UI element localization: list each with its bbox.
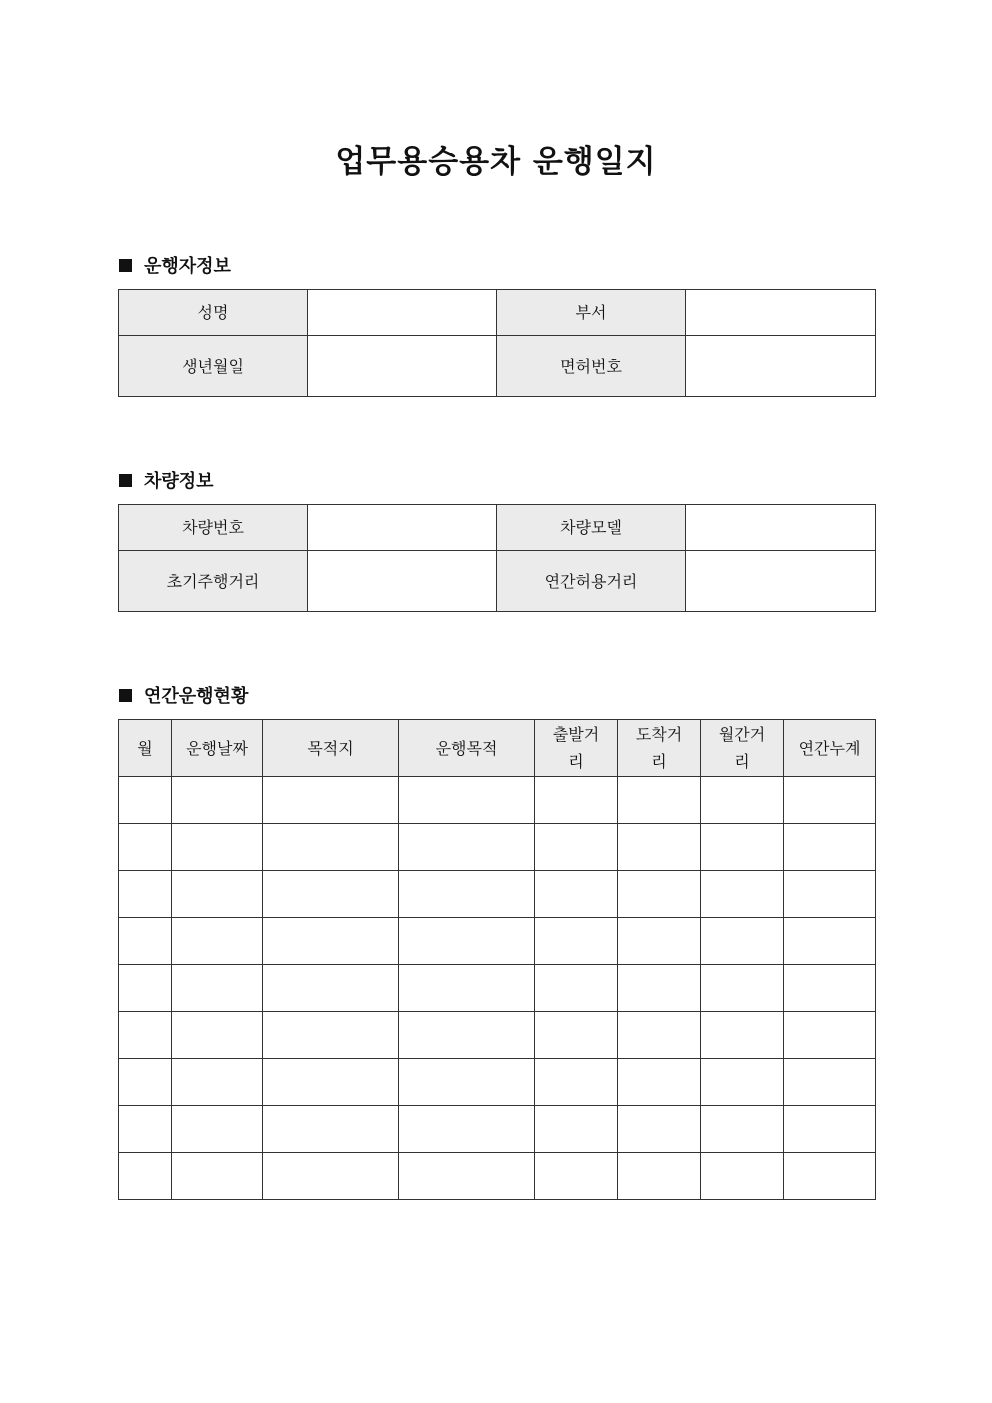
birthdate-field[interactable] (308, 336, 497, 397)
table-row (119, 1059, 876, 1106)
cell-destination[interactable] (263, 777, 399, 824)
cell-month[interactable] (119, 871, 172, 918)
cell-destination[interactable] (263, 965, 399, 1012)
birthdate-label: 생년월일 (119, 336, 308, 397)
column-header-departure-distance: 출발거리 (535, 720, 618, 777)
column-header-annual-total: 연간누계 (784, 720, 876, 777)
driver-section-title: 운행자정보 (144, 256, 231, 277)
cell-arrival-distance[interactable] (618, 871, 701, 918)
square-bullet-icon (119, 689, 132, 702)
cell-monthly-distance[interactable] (701, 824, 784, 871)
table-row (119, 918, 876, 965)
vehicle-info-table (118, 504, 876, 612)
cell-annual-total[interactable] (784, 777, 876, 824)
cell-date[interactable] (172, 777, 263, 824)
table-row (119, 777, 876, 824)
column-header-monthly-distance: 월간거리 (701, 720, 784, 777)
cell-destination[interactable] (263, 1153, 399, 1200)
annual-log-table (118, 719, 876, 1200)
cell-arrival-distance[interactable] (618, 1153, 701, 1200)
cell-arrival-distance[interactable] (618, 1106, 701, 1153)
cell-annual-total[interactable] (784, 918, 876, 965)
column-header-destination: 목적지 (263, 720, 399, 777)
cell-monthly-distance[interactable] (701, 965, 784, 1012)
column-header-month: 월 (119, 720, 172, 777)
cell-departure-distance[interactable] (535, 824, 618, 871)
cell-monthly-distance[interactable] (701, 777, 784, 824)
square-bullet-icon (119, 474, 132, 487)
name-field[interactable] (308, 290, 497, 336)
plate-number-label: 차량번호 (119, 505, 308, 551)
cell-purpose[interactable] (399, 1106, 535, 1153)
cell-date[interactable] (172, 918, 263, 965)
cell-monthly-distance[interactable] (701, 1106, 784, 1153)
license-number-label: 면허번호 (497, 336, 686, 397)
cell-date[interactable] (172, 871, 263, 918)
table-row (119, 824, 876, 871)
column-header-date: 운행날짜 (172, 720, 263, 777)
cell-departure-distance[interactable] (535, 918, 618, 965)
cell-departure-distance[interactable] (535, 1059, 618, 1106)
cell-date[interactable] (172, 824, 263, 871)
cell-date[interactable] (172, 1106, 263, 1153)
cell-month[interactable] (119, 824, 172, 871)
cell-month[interactable] (119, 1012, 172, 1059)
initial-mileage-label: 초기주행거리 (119, 551, 308, 612)
cell-month[interactable] (119, 777, 172, 824)
vehicle-model-field[interactable] (686, 505, 876, 551)
cell-departure-distance[interactable] (535, 777, 618, 824)
cell-date[interactable] (172, 1153, 263, 1200)
annual-limit-label: 연간허용거리 (497, 551, 686, 612)
name-label: 성명 (119, 290, 308, 336)
page-title: 업무용승용차 운행일지 (335, 144, 657, 180)
cell-annual-total[interactable] (784, 1059, 876, 1106)
cell-purpose[interactable] (399, 1012, 535, 1059)
cell-date[interactable] (172, 965, 263, 1012)
cell-destination[interactable] (263, 824, 399, 871)
cell-monthly-distance[interactable] (701, 1059, 784, 1106)
cell-date[interactable] (172, 1012, 263, 1059)
cell-destination[interactable] (263, 871, 399, 918)
cell-purpose[interactable] (399, 965, 535, 1012)
cell-arrival-distance[interactable] (618, 918, 701, 965)
vehicle-model-label: 차량모델 (497, 505, 686, 551)
cell-purpose[interactable] (399, 824, 535, 871)
cell-month[interactable] (119, 965, 172, 1012)
cell-arrival-distance[interactable] (618, 1012, 701, 1059)
vehicle-section-title: 차량정보 (144, 471, 214, 492)
column-header-arrival-distance: 도착거리 (618, 720, 701, 777)
cell-arrival-distance[interactable] (618, 965, 701, 1012)
cell-arrival-distance[interactable] (618, 824, 701, 871)
annual-limit-field[interactable] (686, 551, 876, 612)
cell-departure-distance[interactable] (535, 1153, 618, 1200)
cell-destination[interactable] (263, 1012, 399, 1059)
table-row (119, 871, 876, 918)
cell-month[interactable] (119, 1106, 172, 1153)
initial-mileage-field[interactable] (308, 551, 497, 612)
cell-month[interactable] (119, 918, 172, 965)
cell-arrival-distance[interactable] (618, 777, 701, 824)
cell-destination[interactable] (263, 918, 399, 965)
cell-destination[interactable] (263, 1106, 399, 1153)
license-number-field[interactable] (686, 336, 876, 397)
column-header-purpose: 운행목적 (399, 720, 535, 777)
cell-monthly-distance[interactable] (701, 1153, 784, 1200)
log-section-heading (119, 683, 248, 707)
cell-annual-total[interactable] (784, 871, 876, 918)
cell-purpose[interactable] (399, 918, 535, 965)
cell-departure-distance[interactable] (535, 1106, 618, 1153)
driver-section-heading (119, 253, 231, 277)
table-row (119, 1153, 876, 1200)
cell-monthly-distance[interactable] (701, 1012, 784, 1059)
cell-destination[interactable] (263, 1059, 399, 1106)
log-section-title: 연간운행현황 (144, 686, 249, 707)
cell-annual-total[interactable] (784, 1106, 876, 1153)
department-field[interactable] (686, 290, 876, 336)
cell-annual-total[interactable] (784, 1153, 876, 1200)
cell-monthly-distance[interactable] (701, 871, 784, 918)
cell-month[interactable] (119, 1153, 172, 1200)
cell-arrival-distance[interactable] (618, 1059, 701, 1106)
cell-departure-distance[interactable] (535, 1012, 618, 1059)
vehicle-section-heading (119, 468, 214, 492)
cell-departure-distance[interactable] (535, 871, 618, 918)
plate-number-field[interactable] (308, 505, 497, 551)
cell-monthly-distance[interactable] (701, 918, 784, 965)
cell-month[interactable] (119, 1059, 172, 1106)
department-label: 부서 (497, 290, 686, 336)
cell-purpose[interactable] (399, 1153, 535, 1200)
cell-date[interactable] (172, 1059, 263, 1106)
cell-annual-total[interactable] (784, 1012, 876, 1059)
square-bullet-icon (119, 259, 132, 272)
cell-purpose[interactable] (399, 1059, 535, 1106)
table-row (119, 965, 876, 1012)
cell-purpose[interactable] (399, 871, 535, 918)
cell-annual-total[interactable] (784, 824, 876, 871)
driver-info-table (118, 289, 876, 397)
cell-purpose[interactable] (399, 777, 535, 824)
table-row (119, 1106, 876, 1153)
table-row (119, 1012, 876, 1059)
cell-annual-total[interactable] (784, 965, 876, 1012)
cell-departure-distance[interactable] (535, 965, 618, 1012)
